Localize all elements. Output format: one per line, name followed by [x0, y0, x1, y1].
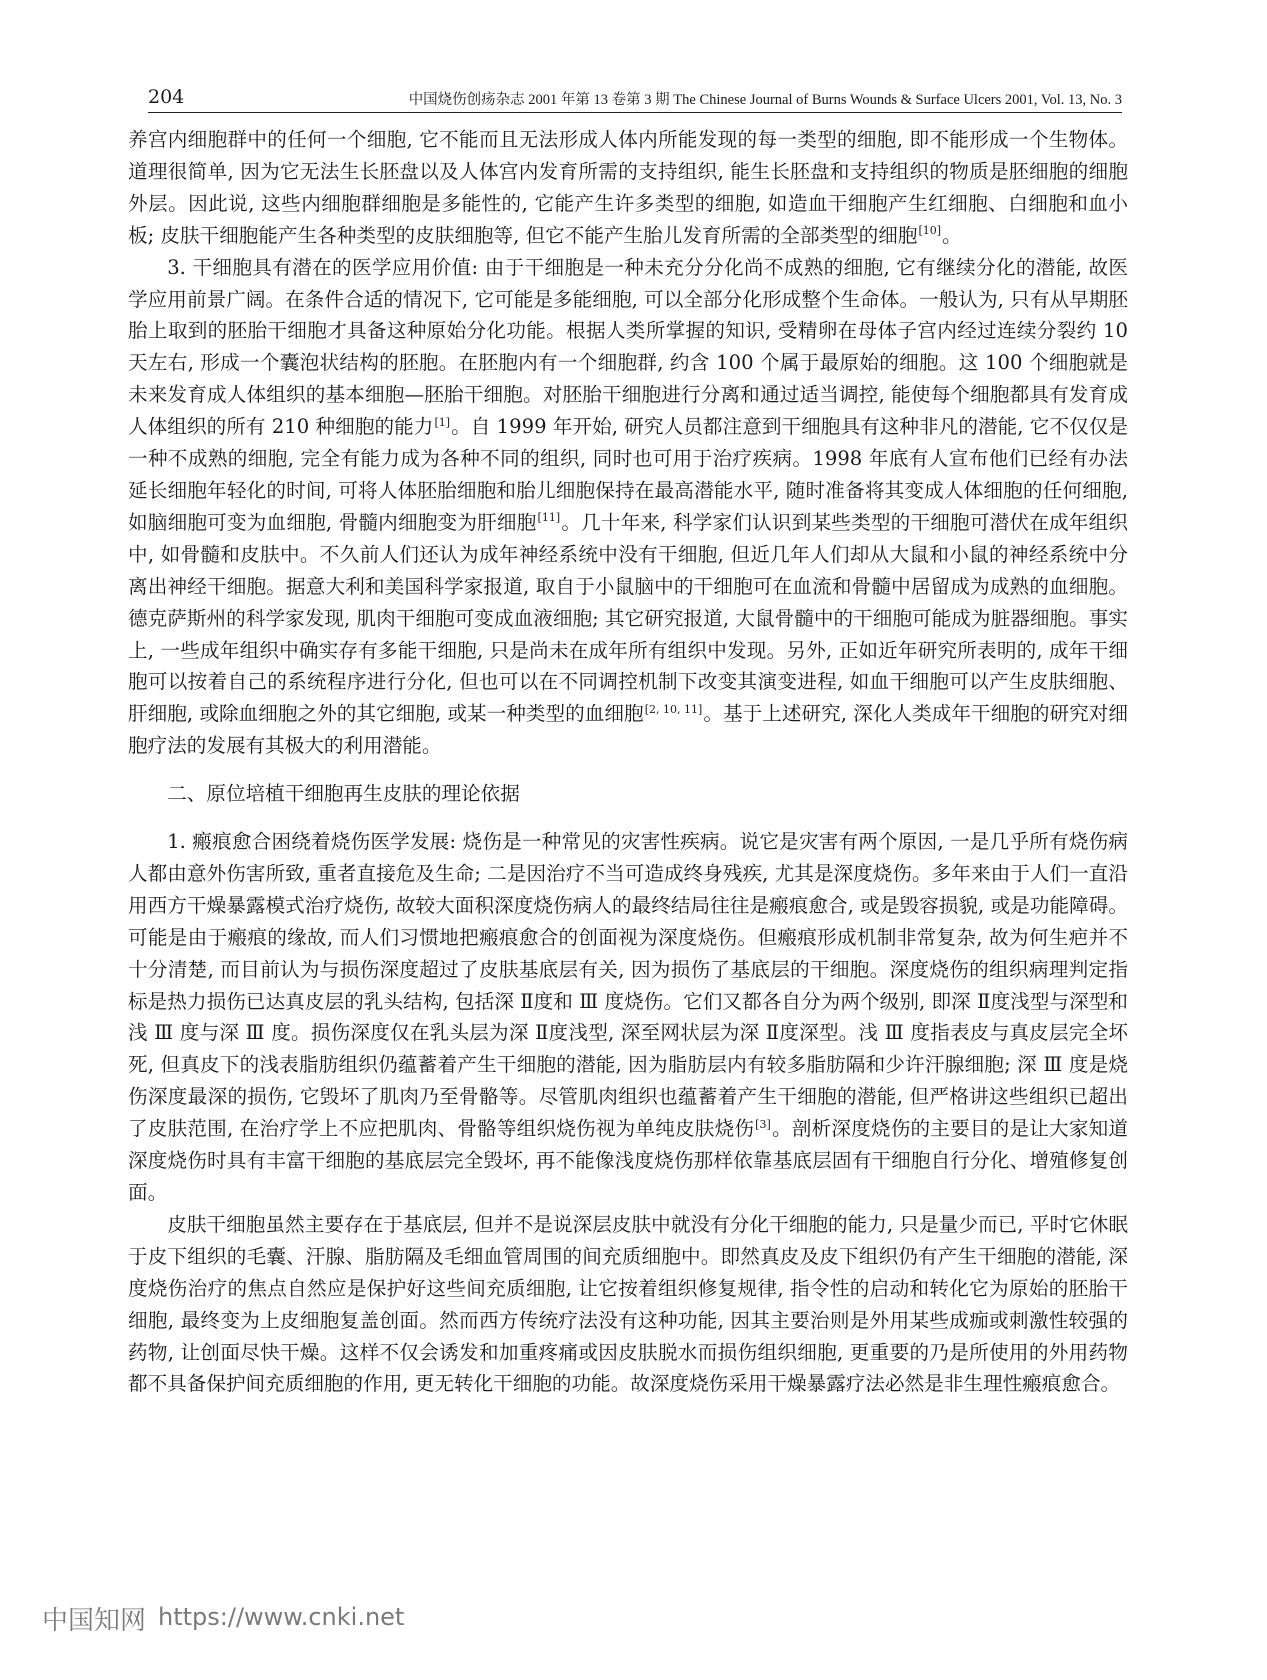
- paragraph-1: 养宫内细胞群中的任何一个细胞, 它不能而且无法形成人体内所能发现的每一类型的细胞, 即不能形成一个生物体。道理很简单, 因为它无法生长胚盘以及人体宫内发育所需的支持组织, 能生长胚盘和支持组织的物质是胚细胞的细胞外层。因此说, 这些内细胞群细胞是多能性的, 它能产生许多类型的细胞, 如造血干细胞产生红细胞、白细胞和血小板; 皮肤干细胞能产生各种类型的皮肤细胞等, 但它不能产生胎儿发育所需的全部类型的细胞[10]。: [128, 128, 1128, 247]
- section-heading: 二、原位培植干细胞再生皮肤的理论依据: [167, 782, 520, 806]
- article-body: [128, 124, 1128, 1400]
- citation: [3]: [755, 1117, 771, 1131]
- citation: [2, 10, 11]: [644, 702, 703, 716]
- citation: [1]: [434, 415, 451, 429]
- paragraph-2: 3. 干细胞具有潜在的医学应用价值: 由于干细胞是一种未充分分化尚不成熟的细胞, 它有继续分化的潜能, 故医学应用前景广阔。在条件合适的情况下, 它可能是多能细胞, 可以全部分化形成整个生命体。一般认为, 只有从早期胚胎上取到的胚胎干细胞才具备这种原始分化功能。根据人类所掌握的知识, 受精卵在母体子宫内经过连续分裂约 10 天左右, 形成一个囊泡状结构的胚胞。在胚胞内有一个细胞群, 约含 100 个属于最原始的细胞。这 100 个细胞就是未来发育成人体组织的基本细胞—胚胎干细胞。对胚胎干细胞进行分离和通过适当调控, 能使每个细胞都具有发育成人体组织的所有 210 种细胞的能力[1]。自 1999 年开始, 研究人员都注意到干细胞具有这种非凡的潜能, 它不仅仅是一种不成熟的细胞, 完全有能力成为各种不同的组织, 同时也可用于治疗疾病。1998 年底有人宣布他们已经有办法延长细胞年轻化的时间, 可将人体胚胎细胞和胎儿细胞保持在最高潜能水平, 随时准备将其变成人体细胞的任何细胞, 如脑细胞可变为血细胞, 骨髓内细胞变为肝细胞[11]。几十年来, 科学家们认识到某些类型的干细胞可潜伏在成年组织中, 如骨髓和皮肤中。不久前人们还认为成年神经系统中没有干细胞, 但近几年人们却从大鼠和小鼠的神经系统中分离出神经干细胞。据意大利和美国科学家报道, 取自于小鼠脑中的干细胞可在血流和骨髓中居留成为成熟的血细胞。德克萨斯州的科学家发现, 肌肉干细胞可变成血液细胞; 其它研究报道, 大鼠骨髓中的干细胞可能成为脏器细胞。事实上, 一些成年组织中确实存有多能干细胞, 只是尚未在成年所有组织中发现。另外, 正如近年研究所表明的, 成年干细胞可以按着自己的系统程序进行分化, 但也可以在不同调控机制下改变其演变进程, 如血干细胞可以产生皮肤细胞、肝细胞, 或除血细胞之外的其它细胞, 或某一种类型的血细胞[2, 10, 11]。基于上述研究, 深化人类成年干细胞的研究对细胞疗法的发展有其极大的利用潜能。: [128, 255, 1129, 758]
- cnki-url[interactable]: https://www.cnki.net: [158, 1603, 405, 1631]
- running-header: [148, 84, 1122, 113]
- journal-running-head: 中国烧伤创疡杂志 2001 年第 13 卷第 3 期 The Chinese Journal of Burns Wounds & Surface Ulcers 2001, Vol. 13, No. 3: [408, 92, 1122, 108]
- paragraph-4: 皮肤干细胞虽然主要存在于基底层, 但并不是说深层皮肤中就没有分化干细胞的能力, 只是量少而已, 平时它休眠于皮下组织的毛囊、汗腺、脂肪隔及毛细血管周围的间充质细胞中。即然真皮及皮下组织仍有产生干细胞的潜能, 深度烧伤治疗的焦点自然应是保护好这些间充质细胞, 让它按着组织修复规律, 指令性的启动和转化它为原始的胚胎干细胞, 最终变为上皮细胞复盖创面。然而西方传统疗法没有这种功能, 因其主要治则是外用某些成痂或刺激性较强的药物, 让创面尽快干燥。这样不仅会诱发和加重疼痛或因皮肤脱水而损伤组织细胞, 更重要的乃是所使用的外用药物都不具备保护间充质细胞的作用, 更无转化干细胞的功能。故深度烧伤采用干燥暴露疗法必然是非生理性瘢痕愈合。: [128, 1212, 1128, 1396]
- page-number: 204: [148, 86, 185, 108]
- citation: [11]: [537, 511, 561, 525]
- citation: [10]: [918, 224, 942, 238]
- paragraph-3: 1. 瘢痕愈合困绕着烧伤医学发展: 烧伤是一种常见的灾害性疾病。说它是灾害有两个原因, 一是几乎所有烧伤病人都由意外伤害所致, 重者直接危及生命; 二是因治疗不当可造成终身残疾, 尤其是深度烧伤。多年来由于人们一直沿用西方干燥暴露模式治疗烧伤, 故较大面积深度烧伤病人的最终结局往往是瘢痕愈合, 或是毁容损貌, 或是功能障碍。可能是由于瘢痕的缘故, 而人们习惯地把瘢痕愈合的创面视为深度烧伤。但瘢痕形成机制非常复杂, 故为何生疤并不十分清楚, 而目前认为与损伤深度超过了皮肤基底层有关, 因为损伤了基底层的干细胞。深度烧伤的组织病理判定指标是热力损伤已达真皮层的乳头结构, 包括深 Ⅱ度和 Ⅲ 度烧伤。它们又都各自分为两个级别, 即深 Ⅱ度浅型与深型和浅 Ⅲ 度与深 Ⅲ 度。损伤深度仅在乳头层为深 Ⅱ度浅型, 深至网状层为深 Ⅱ度深型。浅 Ⅲ 度指表皮与真皮层完全坏死, 但真皮下的浅表脂肪组织仍蕴蓄着产生干细胞的潜能, 因为脂肪层内有较多脂肪隔和少许汗腺细胞; 深 Ⅲ 度是烧伤深度最深的损伤, 它毁坏了肌肉乃至骨骼等。尽管肌肉组织也蕴蓄着产生干细胞的潜能, 但严格讲这些组织已超出了皮肤范围, 在治疗学上不应把肌肉、骨骼等组织烧伤视为单纯皮肤烧伤[3]。剖析深度烧伤的主要目的是让大家知道深度烧伤时具有丰富干细胞的基底层完全毁坏, 再不能像浅度烧伤那样依靠基底层固有干细胞自行分化、增殖修复创面。: [128, 830, 1128, 1204]
- cnki-logo: 中国知网: [42, 1606, 147, 1636]
